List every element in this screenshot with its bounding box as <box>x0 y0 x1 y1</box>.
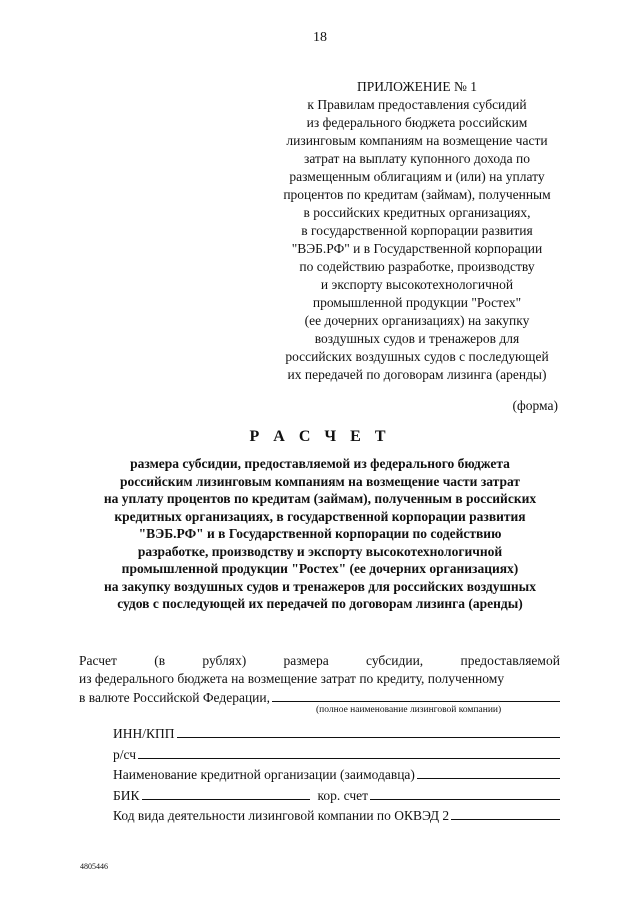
account-row <box>113 745 560 763</box>
account-blank[interactable] <box>138 745 560 759</box>
paragraph-first-line <box>79 652 560 670</box>
leasing-company-name-blank[interactable] <box>272 688 560 702</box>
okved-label: Код вида деятельности лизинговой компании по ОКВЭД 2 <box>113 808 450 823</box>
paragraph-word: размера <box>283 653 329 668</box>
appendix-line: (ее дочерних организациях) на закупку <box>304 313 530 328</box>
paragraph-word: предоставляемой <box>460 653 560 668</box>
paragraph-word: рублях) <box>202 653 247 668</box>
inn-kpp-blank[interactable] <box>177 724 560 738</box>
lender-blank[interactable] <box>417 765 560 779</box>
leasing-company-hint: (полное наименование лизинговой компании) <box>316 705 502 715</box>
subtitle-line: размера субсидии, предоставляемой из федерального бюджета <box>130 456 510 471</box>
lender-row <box>113 765 560 783</box>
inn-kpp-row <box>113 724 560 742</box>
form-label: (форма) <box>512 398 558 413</box>
page-number: 18 <box>313 30 327 45</box>
appendix-line: "ВЭБ.РФ" и в Государственной корпорации <box>291 241 543 256</box>
appendix-line: и экспорту высокотехнологичной <box>320 277 514 292</box>
appendix-line: из федерального бюджета российским <box>306 115 528 130</box>
subtitle-line: кредитных организациях, в государственной корпорации развития <box>114 508 526 524</box>
subtitle-line: на закупку воздушных судов и тренажеров для российских воздушных <box>104 578 536 594</box>
appendix-line: затрат на выплату купонного дохода по <box>304 151 530 166</box>
bik-label: БИК <box>113 788 140 803</box>
appendix-line: в государственной корпорации развития <box>301 223 533 238</box>
paragraph-line: в валюте Российской Федерации, <box>79 690 271 705</box>
appendix-line: по содействию разработке, производству <box>299 259 535 274</box>
subtitle-line: "ВЭБ.РФ" и в Государственной корпорации по содействию <box>138 526 502 541</box>
appendix-line: их передачей по договорам лизинга (аренды) <box>287 367 547 382</box>
subtitle-line: разработке, производству и экспорту высокотехнологичной <box>137 543 503 559</box>
appendix-line: воздушных судов и тренажеров для <box>314 331 520 346</box>
corr-account-label: кор. счет <box>317 788 369 803</box>
okved-row <box>113 806 560 824</box>
document-code: 4805446 <box>80 862 108 871</box>
document-subtitle <box>70 455 570 613</box>
paragraph-word: Расчет <box>79 653 117 668</box>
paragraph-word: субсидии, <box>366 653 424 668</box>
appendix-line: промышленной продукции "Ростех" <box>312 295 522 310</box>
bik-blank[interactable] <box>142 786 310 800</box>
calculation-paragraph <box>79 652 560 707</box>
appendix-line: российских воздушных судов с последующей <box>285 349 549 364</box>
appendix-title: ПРИЛОЖЕНИЕ № 1 <box>356 79 478 94</box>
inn-kpp-label: ИНН/КПП <box>113 726 175 741</box>
subtitle-line: промышленной продукции "Ростех" (ее дочерних организациях) <box>121 561 519 576</box>
appendix-line: лизинговым компаниям на возмещение части <box>286 133 548 148</box>
lender-label: Наименование кредитной организации (заимодавца) <box>113 767 415 782</box>
appendix-line: процентов по кредитам (займам), полученным <box>283 187 551 202</box>
document-heading: Р А С Ч Е Т <box>249 428 391 445</box>
subtitle-line: судов с последующей их передачей по договорам лизинга (аренды) <box>117 596 523 611</box>
appendix-line: размещенным облигациям и (или) на уплату <box>289 169 545 184</box>
okved-blank[interactable] <box>451 806 560 820</box>
subtitle-line: на уплату процентов по кредитам (займам), полученным в российских <box>103 491 537 506</box>
account-label: р/сч <box>113 747 137 762</box>
appendix-line: к Правилам предоставления субсидий <box>307 97 527 112</box>
paragraph-word: (в <box>154 653 166 668</box>
bik-row <box>113 786 560 804</box>
subtitle-line: российским лизинговым компаниям на возмещение части затрат <box>120 473 520 489</box>
appendix-block <box>247 78 587 384</box>
appendix-line: в российских кредитных организациях, <box>303 205 531 220</box>
corr-account-blank[interactable] <box>370 786 560 800</box>
paragraph-line: из федерального бюджета на возмещение затрат по кредиту, полученному <box>79 671 505 686</box>
